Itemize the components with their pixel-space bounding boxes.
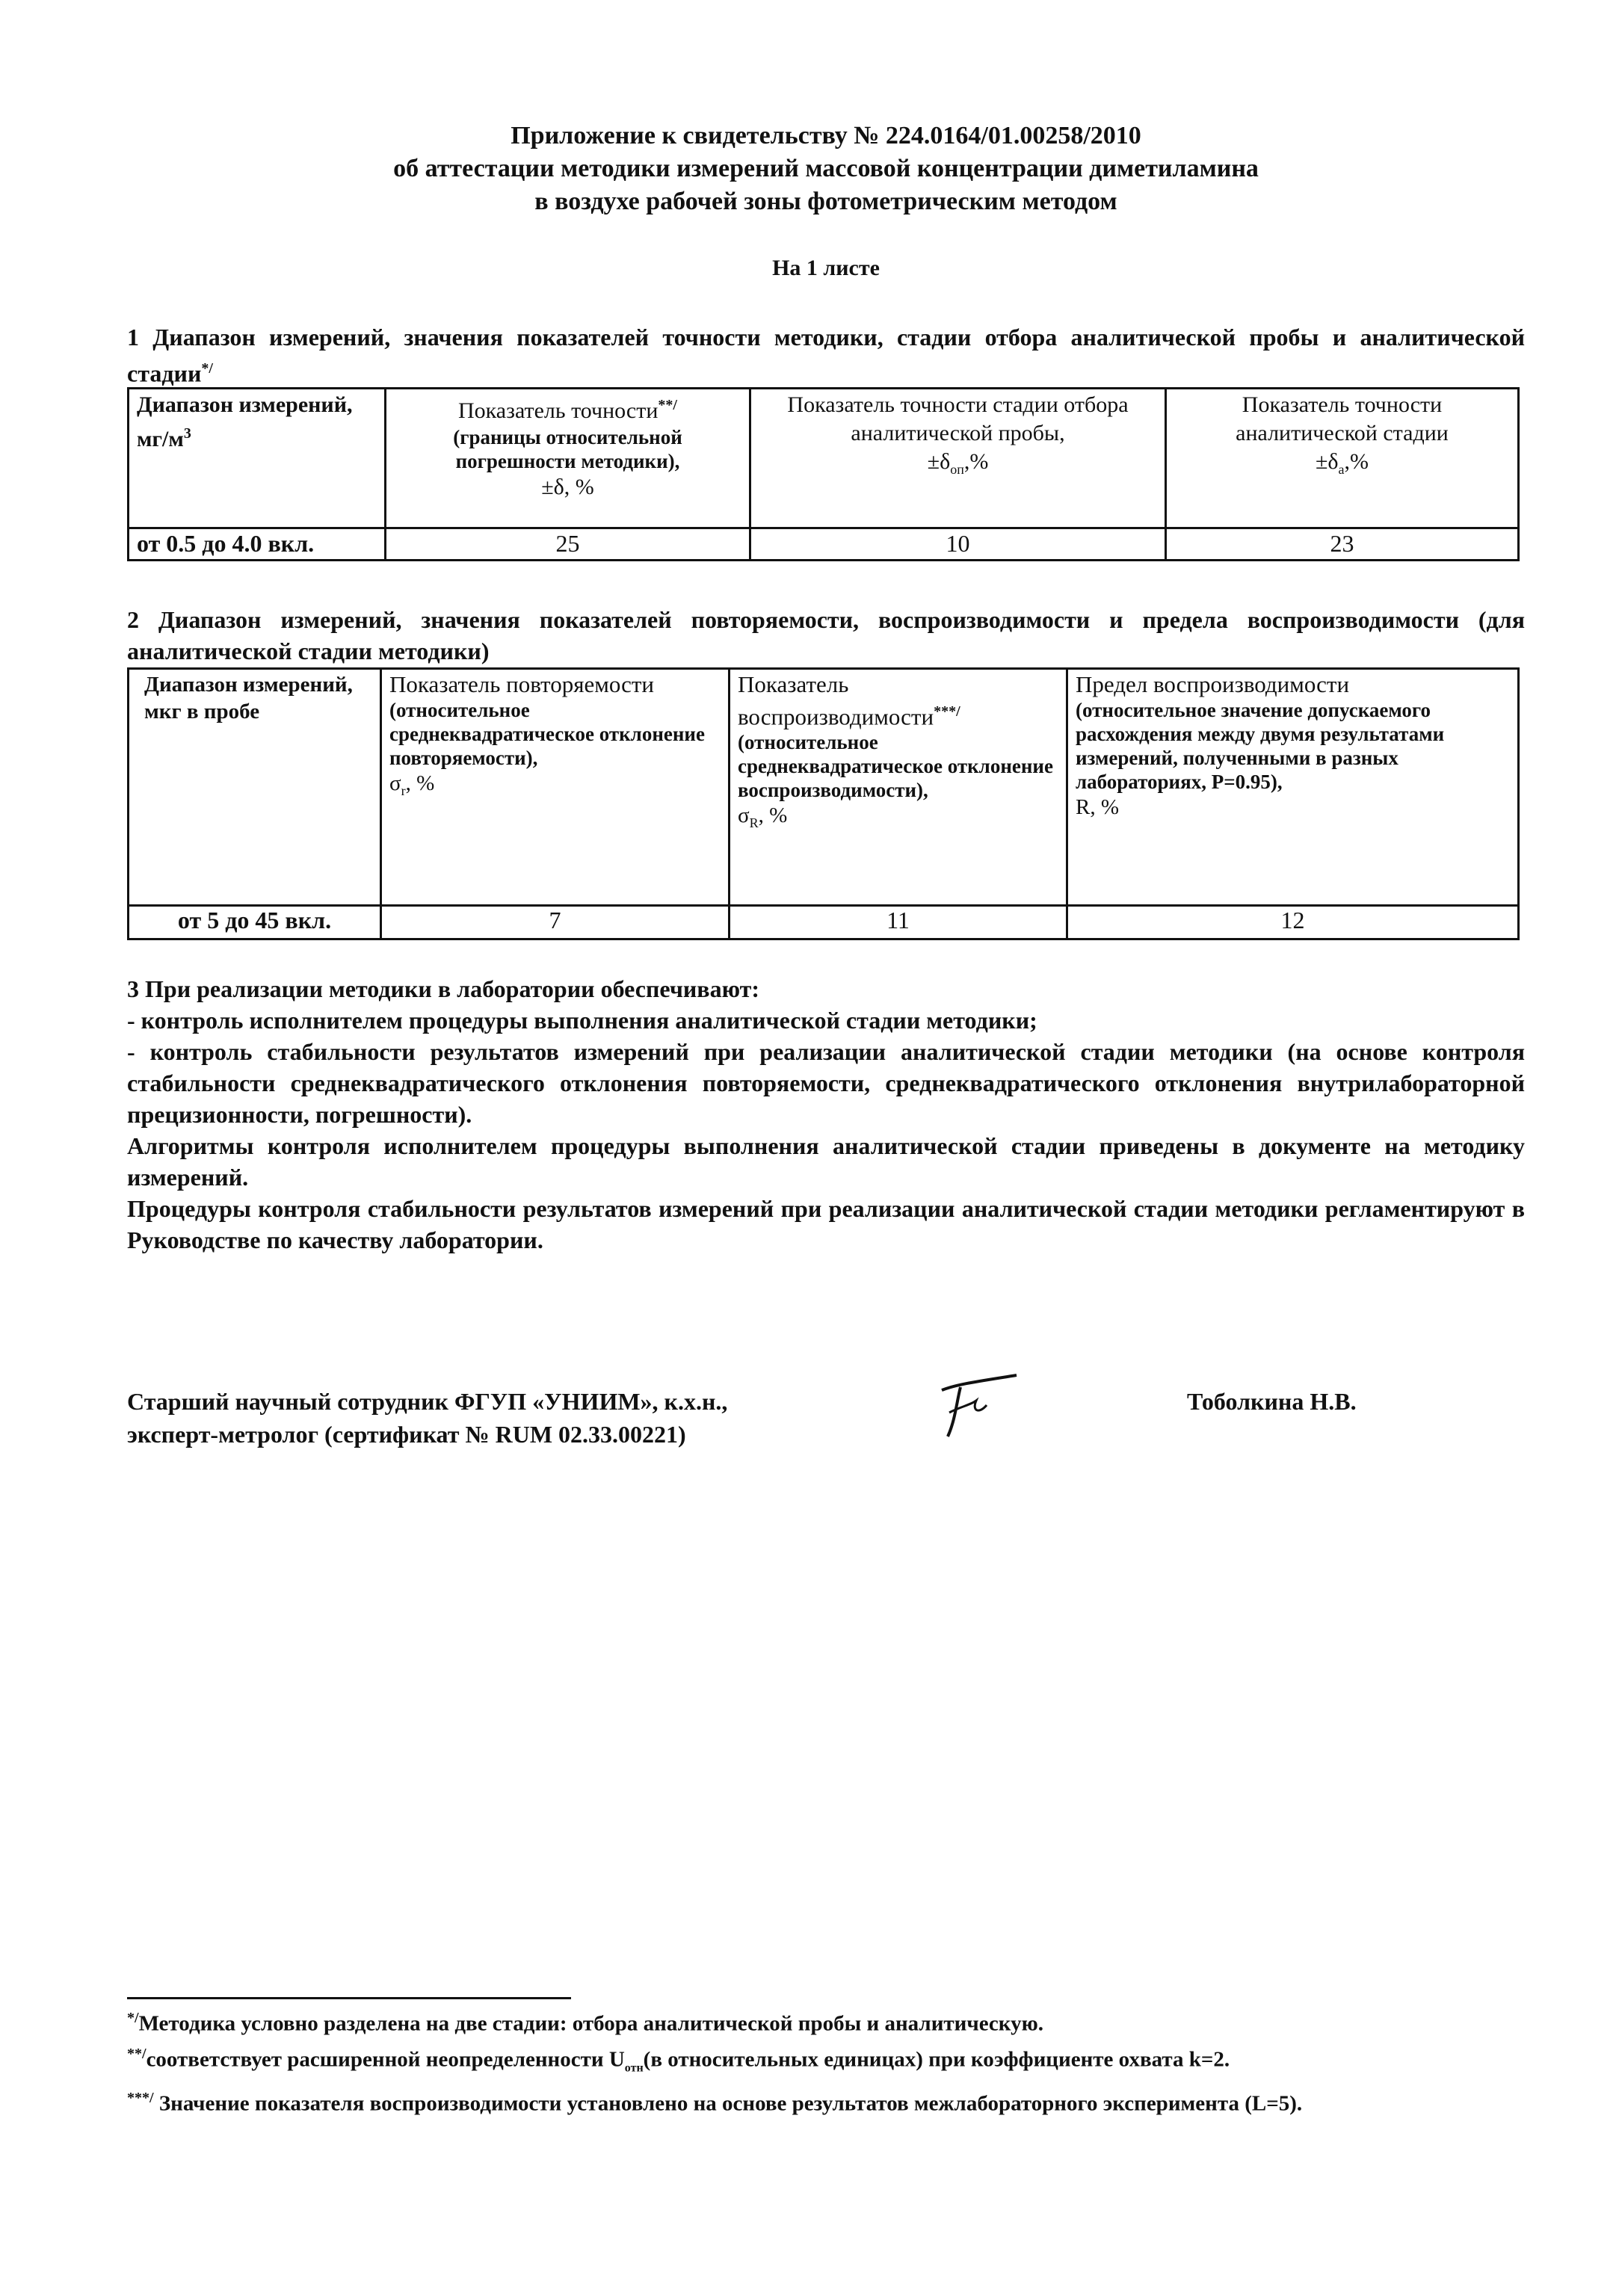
section-1-title-mark: */ [201,360,213,377]
sheet-count: На 1 листе [772,256,880,280]
header-reproducibility: Показатель воспроизводимости***/ (относительное среднеквадратическое отклонение воспроизводимости), $\sigma_R$, % [730,669,1067,906]
cell-reproducibility-limit: 12 [1067,906,1519,939]
cell-reproducibility: 11 [730,906,1067,939]
section-3-algorithms: Алгоритмы контроля исполнителем процедуры выполнения аналитической стадии приведены в документе на методику измерений. [127,1132,1525,1191]
cell-repeatability: 7 [381,906,730,939]
cell-accuracy-method: 25 [386,528,750,561]
signatory-position-line-2: эксперт-метролог (сертификат № RUM 02.33.00221) [127,1421,686,1448]
repeatability-table [127,667,1520,940]
signatory-name: Тоболкина Н.В. [1187,1388,1357,1415]
reproducibility-limit-symbol: R, % [1076,795,1119,819]
table-row [129,906,1519,939]
cell-accuracy-sampling: 10 [750,528,1166,561]
header-accuracy-sampling: Показатель точности стадии отбора аналитической пробы, $\pm\delta_{оп},\%$ [750,389,1166,528]
accuracy-footnote-mark: **/ [658,397,677,413]
footnotes [127,2003,1517,2119]
accuracy-table [127,387,1520,561]
section-3-intro: 3 При реализации методики в лаборатории обеспечивают: [127,975,759,1002]
section-2-title: 2 Диапазон измерений, значения показателей повторяемости, воспроизводимости и предела воспроизводимости (для аналитической стадии методики) [127,606,1525,664]
table-header-row [129,389,1519,528]
header-line-3: в воздухе рабочей зоны фотометрическим методом [534,188,1117,215]
header-accuracy-analytical: Показатель точности аналитической стадии $\pm\delta_а,\%$ [1166,389,1519,528]
footnote-separator [127,1997,571,1999]
accuracy-method-description: (границы относительной погрешности методики), [453,426,682,472]
accuracy-method-symbol: ±δ, % [541,475,594,499]
reproducibility-symbol: $\sigma_R$, % [738,803,788,831]
cell-range: от 5 до 45 вкл. [129,906,381,939]
section-1-title [127,321,1525,389]
section-1-title-text: 1 Диапазон измерений, значения показателей точности методики, стадии отбора аналитической пробы и аналитической стадии [127,324,1525,387]
header-reproducibility-limit: Предел воспроизводимости (относительное значение допускаемого расхождения между двумя результатами измерений, полученными в разных лабораториях, Р=0.95), R, % [1067,669,1519,906]
repeatability-symbol: $\sigma_r$, % [389,771,435,798]
footnote-1: */Методика условно разделена на две стадии: отбора аналитической пробы и аналитическую. [127,2010,1044,2036]
header-repeatability: Показатель повторяемости (относительное среднеквадратическое отклонение повторяемости), $\sigma_r$, % [381,669,730,906]
header-accuracy-method: Показатель точности**/ (границы относительной погрешности методики), ±δ, % [386,389,750,528]
signatory-position-line-1: Старший научный сотрудник ФГУП «УНИИМ», к.х.н., [127,1388,728,1415]
header-range: Диапазон измерений, $мг/м^3$ [129,389,386,528]
accuracy-analytical-symbol: $\pm\delta_а,\%$ [1315,449,1369,477]
section-3-item-2: - контроль стабильности результатов измерений при реализации аналитической стадии методики (на основе контроля стабильности среднеквадратического отклонения повторяемости, среднеквадратического отклонения внутрилабораторной прецизионности, погрешности). [127,1038,1525,1128]
table-header-row [129,669,1519,906]
document-header [127,120,1525,218]
signatory-position [127,1385,875,1451]
section-3-procedures: Процедуры контроля стабильности результатов измерений при реализации аналитической стадии методики регламентируют в Руководстве по качеству лаборатории. [127,1195,1525,1253]
cell-range: от 0.5 до 4.0 вкл. [129,528,386,561]
footnote-2: **/соответствует расширенной неопределенности $U_{отн}(в$ относительных единицах) при коэффициенте охвата k=2. [127,2045,1230,2075]
table-row [129,528,1519,561]
cell-accuracy-analytical: 23 [1166,528,1519,561]
header-line-1: Приложение к свидетельству № 224.0164/01.00258/2010 [511,122,1141,149]
section-3-item-1: - контроль исполнителем процедуры выполнения аналитической стадии методики; [127,1007,1037,1034]
section-3 [127,973,1525,1256]
footnote-3: ***/ Значение показателя воспроизводимости установлено на основе результатов межлабораторного эксперимента (L=5). [127,2090,1303,2116]
accuracy-sampling-symbol: $\pm\delta_{оп},\%$ [927,449,989,477]
header-line-2: об аттестации методики измерений массовой концентрации диметиламина [393,155,1259,182]
range-unit-sup: 3 [183,425,191,442]
reproducibility-footnote-mark: ***/ [934,703,960,720]
header-range-micrograms: Диапазон измерений, мкг в пробе [129,669,381,906]
handwritten-signature [927,1368,1031,1442]
